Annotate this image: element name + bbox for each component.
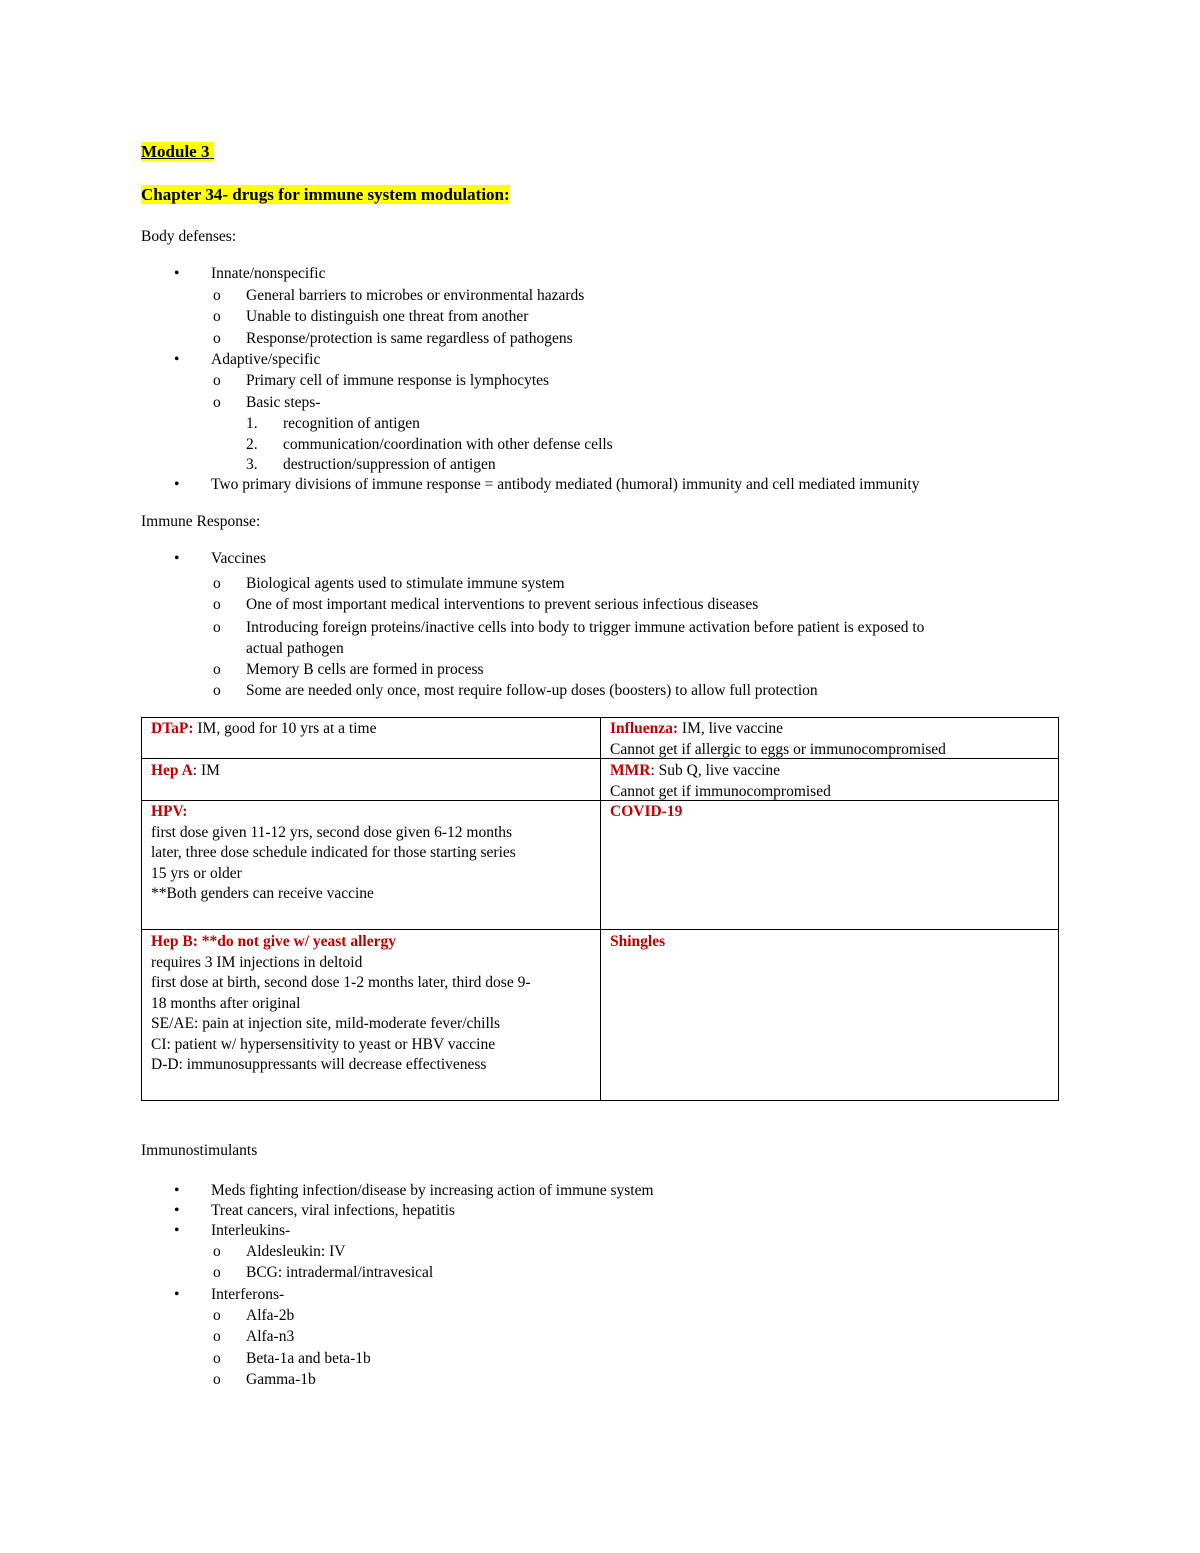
table-border <box>1058 717 1059 1101</box>
sub-bullet-icon: o <box>213 1307 221 1324</box>
bullet-icon: • <box>174 265 180 282</box>
sub-bullet-icon: o <box>213 661 221 678</box>
sub-list-item: Beta-1a and beta-1b <box>246 1350 371 1367</box>
cell-influenza: Influenza: IM, live vaccine Cannot get if allergic to eggs or immunocompromised <box>610 720 946 758</box>
sub-list-item: Alfa-2b <box>246 1307 295 1324</box>
table-border <box>600 717 601 1101</box>
sub-list-item: Primary cell of immune response is lymphocytes <box>246 372 550 389</box>
list-item: Adaptive/specific <box>211 351 321 368</box>
list-item: Interferons- <box>211 1286 285 1303</box>
sub-list-item: Gamma-1b <box>246 1371 316 1388</box>
sub-list-item: BCG: intradermal/intravesical <box>246 1264 434 1281</box>
body-defenses-heading: Body defenses: <box>141 228 237 245</box>
sub-bullet-icon: o <box>213 287 221 304</box>
sub-bullet-icon: o <box>213 1328 221 1345</box>
bullet-icon: • <box>174 1182 180 1199</box>
list-item: Vaccines <box>211 550 267 567</box>
sub-bullet-icon: o <box>213 1243 221 1260</box>
list-item: Two primary divisions of immune response = antibody mediated (humoral) immunity and cell mediated immunity <box>211 476 920 493</box>
bullet-icon: • <box>174 1286 180 1303</box>
list-item: Interleukins- <box>211 1222 291 1239</box>
cell-hpv: HPV: first dose given 11-12 yrs, second dose given 6-12 months later, three dose schedule indicated for those starting series 15 yrs or older **Both genders can receive vaccine <box>151 803 516 902</box>
module-title: Module 3 <box>141 142 214 162</box>
sub-bullet-icon: o <box>213 682 221 699</box>
list-item: Meds fighting infection/disease by increasing action of immune system <box>211 1182 654 1199</box>
sub-bullet-icon: o <box>213 619 221 636</box>
bullet-icon: • <box>174 1202 180 1219</box>
sub-bullet-icon: o <box>213 575 221 592</box>
step-item: recognition of antigen <box>283 415 420 432</box>
sub-bullet-icon: o <box>213 1371 221 1388</box>
step-item: destruction/suppression of antigen <box>283 456 496 473</box>
sub-list-item: Aldesleukin: IV <box>246 1243 346 1260</box>
bullet-icon: • <box>174 351 180 368</box>
table-border <box>141 717 142 1101</box>
sub-list-item: Basic steps- <box>246 394 321 411</box>
sub-bullet-icon: o <box>213 596 221 613</box>
bullet-icon: • <box>174 476 180 493</box>
step-item: communication/coordination with other defense cells <box>283 436 613 453</box>
sub-list-item: Introducing foreign proteins/inactive cells into body to trigger immune activation before patient is exposed to <box>246 619 925 636</box>
cell-covid-19: COVID-19 <box>610 803 683 820</box>
step-number: 3. <box>246 456 258 473</box>
chapter-title: Chapter 34- drugs for immune system modulation: <box>141 185 510 204</box>
list-item: Innate/nonspecific <box>211 265 326 282</box>
sub-list-item: Some are needed only once, most require follow-up doses (boosters) to allow full protection <box>246 682 818 699</box>
cell-hep-a: Hep A: IM <box>151 762 220 779</box>
cell-mmr: MMR: Sub Q, live vaccine Cannot get if immunocompromised <box>610 762 831 800</box>
sub-bullet-icon: o <box>213 330 221 347</box>
sub-bullet-icon: o <box>213 1350 221 1367</box>
sub-bullet-icon: o <box>213 1264 221 1281</box>
immune-response-heading: Immune Response: <box>141 513 261 530</box>
step-number: 1. <box>246 415 258 432</box>
sub-list-item: Response/protection is same regardless of pathogens <box>246 330 573 347</box>
sub-list-item: Memory B cells are formed in process <box>246 661 484 678</box>
sub-list-item: Biological agents used to stimulate immune system <box>246 575 565 592</box>
sub-bullet-icon: o <box>213 394 221 411</box>
sub-list-item: Unable to distinguish one threat from another <box>246 308 529 325</box>
sub-list-item: General barriers to microbes or environmental hazards <box>246 287 585 304</box>
immunostimulants-heading: Immunostimulants <box>141 1142 258 1159</box>
cell-shingles: Shingles <box>610 933 666 950</box>
list-item: Treat cancers, viral infections, hepatitis <box>211 1202 455 1219</box>
step-number: 2. <box>246 436 258 453</box>
sub-list-item-continued: actual pathogen <box>246 640 344 657</box>
sub-bullet-icon: o <box>213 372 221 389</box>
cell-hep-b: Hep B: **do not give w/ yeast allergy requires 3 IM injections in deltoid first dose at birth, second dose 1-2 months later, third dose 9- 18 months after original SE/AE: pain at injection site, mild-moderate fever/chills CI: patient w/ hypersensitivity to yeast or HBV vaccine D-D: immunosuppressants will decrease effectiveness <box>151 933 531 1073</box>
cell-dtap: DTaP: IM, good for 10 yrs at a time <box>151 720 377 737</box>
sub-list-item: Alfa-n3 <box>246 1328 295 1345</box>
bullet-icon: • <box>174 1222 180 1239</box>
sub-bullet-icon: o <box>213 308 221 325</box>
sub-list-item: One of most important medical interventions to prevent serious infectious diseases <box>246 596 759 613</box>
bullet-icon: • <box>174 550 180 567</box>
